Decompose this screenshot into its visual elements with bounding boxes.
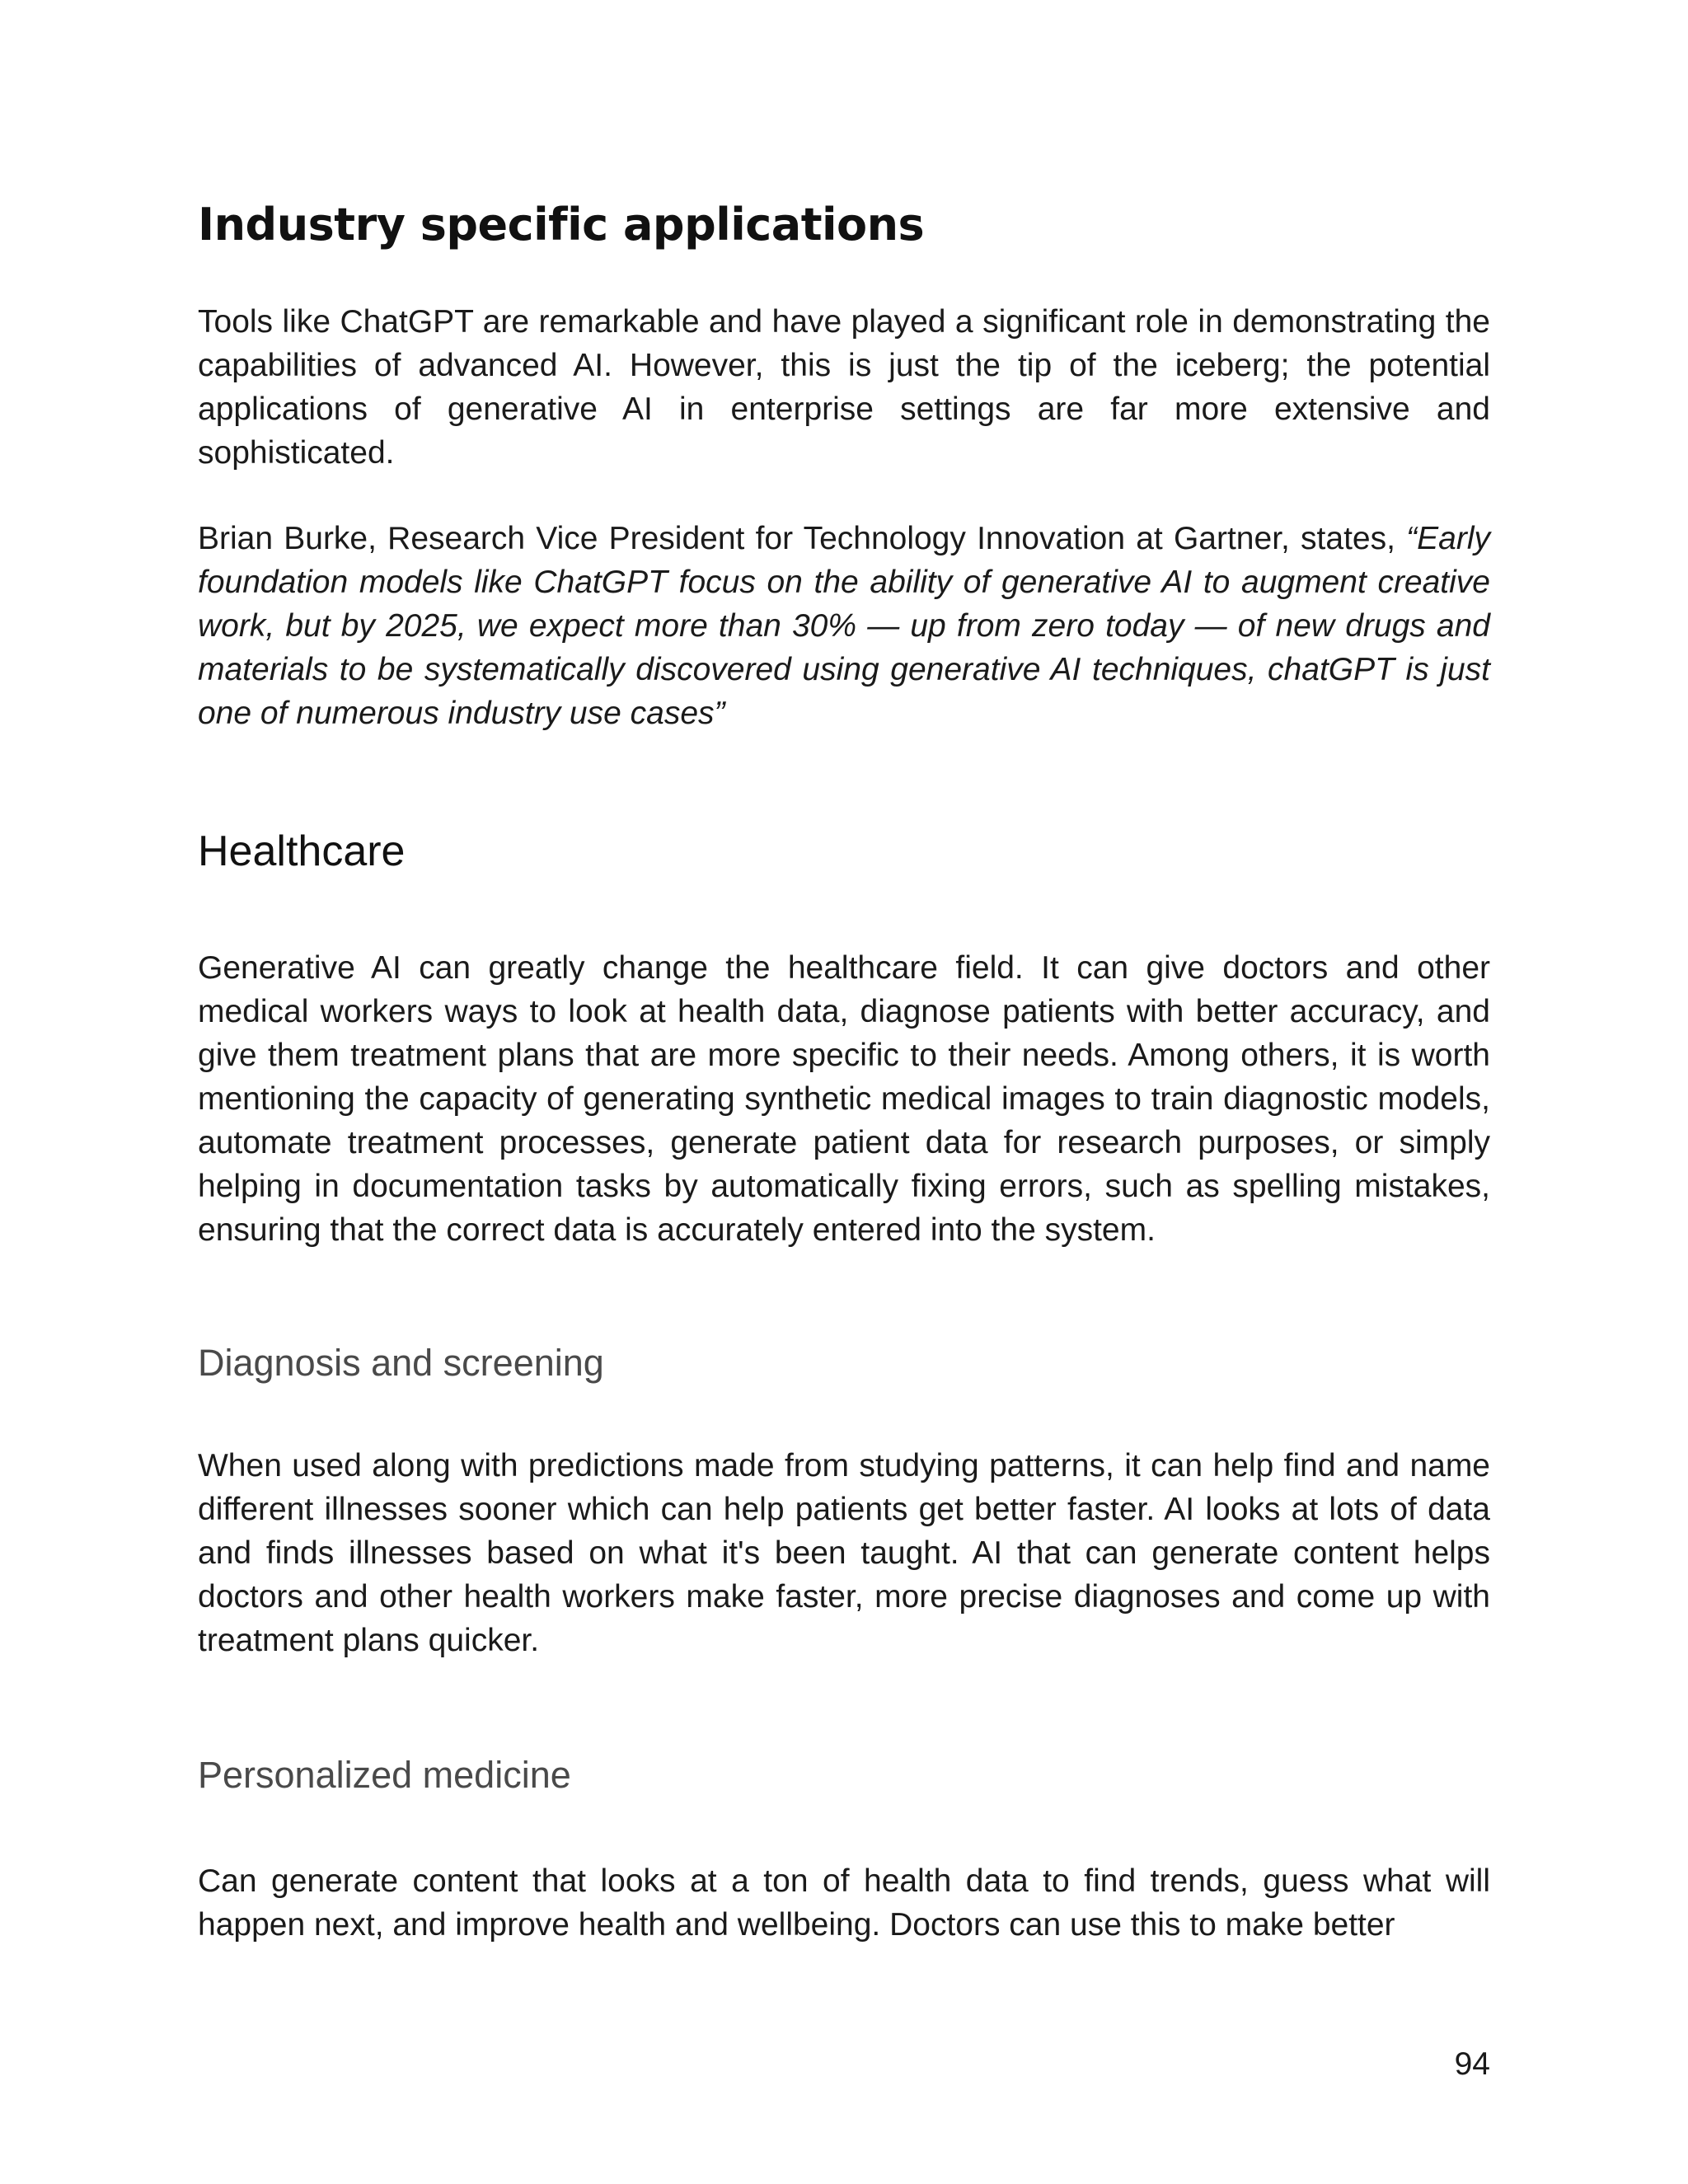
quote-text: “Early foundation models like ChatGPT focus on the ability of generative AI to augment creative work, but by 2025, we expect more than 30% — up from zero today — of new drugs and materials to be systematically discovered using generative AI techniques, chatGPT is just one of numerous industry use cases” xyxy=(198,521,1490,731)
section-heading-healthcare: Healthcare xyxy=(198,827,406,875)
quote-attribution: Brian Burke, Research Vice President for Technology Innovation at Gartner, states, xyxy=(198,521,1395,556)
subsection-heading-diagnosis: Diagnosis and screening xyxy=(198,1342,604,1384)
intro-paragraph: Tools like ChatGPT are remarkable and have played a significant role in demonstrating the capabilities of advanced AI. However, this is just the tip of the iceberg; the potential applications of generative AI in enterprise settings are far more extensive and sophisticated. xyxy=(198,304,1490,471)
healthcare-paragraph: Generative AI can greatly change the healthcare field. It can give doctors and other medical workers ways to look at health data, diagnose patients with better accuracy, and give them treatment plans that are more specific to their needs. Among others, it is worth mentioning the capacity of generating synthetic medical images to train diagnostic models, automate treatment processes, generate patient data for research purposes, or simply helping in documentation tasks by automatically fixing errors, such as spelling mistakes, ensuring that the correct data is accurately entered into the system. xyxy=(198,950,1490,1248)
page-number: 94 xyxy=(1454,2046,1490,2082)
quote-paragraph xyxy=(198,517,1490,735)
subsection-heading-personalized-medicine: Personalized medicine xyxy=(198,1754,571,1796)
page-title: Industry specific applications xyxy=(198,199,925,251)
diagnosis-paragraph: When used along with predictions made from studying patterns, it can help find and name different illnesses sooner which can help patients get better faster. AI looks at lots of data and finds illnesses based on what it's been taught. AI that can generate content helps doctors and other health workers make faster, more precise diagnoses and come up with treatment plans quicker. xyxy=(198,1448,1490,1658)
personalized-medicine-paragraph: Can generate content that looks at a ton of health data to find trends, guess what will happen next, and improve health and wellbeing. Doctors can use this to make better xyxy=(198,1863,1490,1943)
